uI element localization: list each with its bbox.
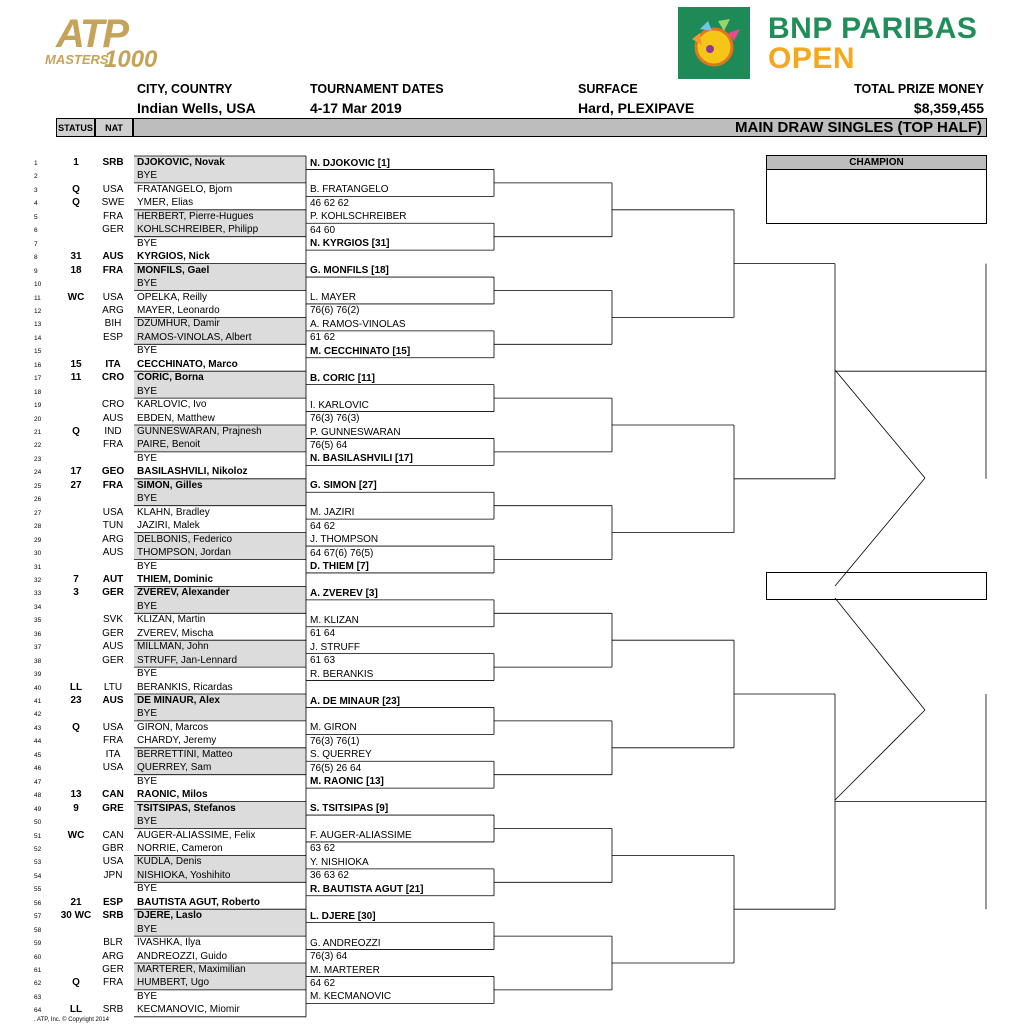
draw-position-number: 53: [34, 859, 42, 867]
player-name: PAIRE, Benoit: [137, 439, 201, 451]
player-nationality: CRO: [101, 372, 125, 384]
round2-winner: M. MARTERER: [310, 964, 380, 976]
round2-score: 76(3) 64: [310, 951, 348, 963]
player-status: 31: [70, 251, 82, 263]
draw-position-number: 40: [34, 684, 42, 692]
player-nationality: AUT: [102, 573, 124, 585]
player-nationality: AUS: [102, 641, 124, 653]
player-status: 7: [73, 573, 79, 585]
player-nationality: ARG: [102, 950, 124, 962]
player-nationality: CAN: [102, 829, 124, 841]
draw-position-number: 31: [34, 563, 42, 571]
player-name: DJOKOVIC, Novak: [137, 157, 225, 168]
round2-score: 64 60: [310, 224, 336, 236]
player-status: Q: [72, 721, 80, 733]
player-status: LL: [69, 681, 83, 693]
round2-winner: M. KECMANOVIC: [310, 991, 392, 1003]
round2-winner: I. KARLOVIC: [310, 399, 369, 411]
player-name: BYE: [137, 600, 158, 612]
player-name: DELBONIS, Federico: [137, 533, 233, 545]
player-nationality: FRA: [102, 479, 124, 491]
round2-score: 64 62: [310, 977, 336, 989]
status-column-header: STATUS: [56, 118, 95, 137]
player-status: 27: [70, 479, 82, 491]
draw-position-number: 10: [34, 281, 42, 289]
semifinal-diagonal: [835, 598, 925, 710]
round2-score: 36 63 62: [310, 870, 349, 882]
round2-winner: F. AUGER-ALIASSIME: [310, 830, 412, 841]
player-name: KOHLSCHREIBER, Philipp: [137, 224, 259, 236]
round2-score: 64 62: [310, 520, 336, 532]
draw-position-number: 37: [34, 644, 42, 652]
player-name: BYE: [137, 668, 158, 680]
draw-position-number: 56: [34, 899, 42, 907]
player-nationality: AUS: [102, 695, 124, 706]
draw-position-number: 19: [34, 402, 42, 410]
draw-position-number: 32: [34, 576, 42, 584]
draw-position-number: 55: [34, 886, 42, 894]
draw-position-number: 13: [34, 321, 42, 329]
draw-position-number: 16: [34, 361, 42, 369]
player-nationality: LTU: [103, 681, 123, 693]
round2-score: 76(5) 64: [310, 439, 348, 451]
round2-score: 61 64: [310, 628, 336, 640]
draw-position-number: 52: [34, 845, 42, 853]
player-nationality: USA: [102, 183, 124, 195]
player-name: TSITSIPAS, Stefanos: [137, 802, 236, 814]
player-nationality: USA: [102, 291, 124, 303]
player-name: CORIC, Borna: [137, 372, 204, 384]
draw-position-number: 42: [34, 711, 42, 719]
round2-winner: A. DE MINAUR [23]: [310, 695, 401, 707]
draw-position-number: 51: [34, 832, 42, 840]
draw-position-number: 14: [34, 334, 42, 342]
draw-position-number: 34: [34, 603, 42, 611]
round2-winner: J. THOMPSON: [310, 534, 379, 546]
draw-position-number: 1: [34, 160, 38, 167]
player-status: Q: [72, 197, 80, 209]
player-nationality: SRB: [102, 910, 124, 922]
player-nationality: CRO: [101, 399, 125, 411]
player-nationality: GER: [102, 627, 124, 639]
round2-winner: S. TSITSIPAS [9]: [310, 803, 389, 815]
player-name: HUMBERT, Ugo: [137, 977, 210, 989]
player-status: Q: [72, 977, 80, 989]
draw-position-number: 63: [34, 993, 42, 1001]
player-name: RAMOS-VINOLAS, Albert: [137, 331, 252, 343]
round2-winner: L. DJERE [30]: [310, 910, 376, 922]
player-nationality: GRE: [102, 802, 124, 814]
player-name: BYE: [137, 452, 158, 464]
player-name: BYE: [137, 883, 158, 895]
draw-position-number: 25: [34, 482, 42, 490]
player-name: AUGER-ALIASSIME, Felix: [137, 829, 256, 841]
player-status: 30 WC: [60, 910, 92, 922]
player-nationality: ESP: [102, 331, 123, 343]
player-name: BAUTISTA AGUT, Roberto: [137, 896, 260, 908]
player-name: ANDREOZZI, Guido: [137, 950, 228, 962]
copyright-footer: , ATP, Inc. © Copyright 2014: [34, 1017, 109, 1023]
dates-value: 4-17 Mar 2019: [310, 100, 402, 116]
player-name: RAONIC, Milos: [137, 789, 208, 801]
round2-score: 76(3) 76(1): [310, 735, 360, 747]
player-name: BYE: [137, 493, 158, 505]
player-name: BYE: [137, 775, 158, 787]
round2-winner: P. KOHLSCHREIBER: [310, 211, 407, 223]
round2-winner: L. MAYER: [310, 292, 356, 303]
draw-position-number: 24: [34, 469, 42, 477]
player-nationality: BLR: [103, 937, 123, 949]
player-name: BYE: [137, 237, 158, 249]
city-label: CITY, COUNTRY: [137, 82, 233, 96]
player-name: KLAHN, Bradley: [137, 506, 210, 518]
player-nationality: ITA: [105, 358, 121, 370]
player-nationality: USA: [102, 762, 124, 774]
player-nationality: BIH: [104, 318, 122, 330]
round2-score: 61 63: [310, 655, 336, 667]
round2-winner: B. FRATANGELO: [310, 184, 389, 196]
round2-winner: N. KYRGIOS [31]: [310, 238, 390, 250]
player-nationality: SWE: [101, 197, 125, 209]
player-nationality: SVK: [102, 614, 123, 626]
player-name: QUERREY, Sam: [137, 762, 212, 774]
player-name: BYE: [137, 923, 158, 935]
player-name: THIEM, Dominic: [137, 573, 214, 585]
player-name: BYE: [137, 345, 158, 357]
final-winner-box: [766, 572, 987, 600]
draw-position-number: 58: [34, 926, 42, 934]
player-name: BYE: [137, 708, 158, 720]
player-name: KLIZAN, Martin: [137, 614, 206, 626]
round2-winner: A. RAMOS-VINOLAS: [310, 318, 406, 330]
draw-position-number: 36: [34, 630, 42, 638]
draw-title: MAIN DRAW SINGLES (TOP HALF): [735, 119, 982, 136]
player-name: OPELKA, Reilly: [137, 291, 208, 303]
player-status: Q: [72, 183, 80, 195]
round2-winner: A. ZVEREV [3]: [310, 587, 378, 599]
player-nationality: AUS: [102, 251, 124, 263]
draw-position-number: 27: [34, 509, 42, 517]
prize-label: TOTAL PRIZE MONEY: [854, 82, 984, 96]
player-name: THOMPSON, Jordan: [137, 547, 231, 559]
draw-position-number: 26: [34, 496, 42, 504]
draw-position-number: 3: [34, 186, 38, 194]
player-name: GIRON, Marcos: [137, 721, 209, 733]
player-nationality: AUS: [102, 547, 124, 559]
player-name: KECMANOVIC, Miomir: [137, 1004, 240, 1016]
draw-position-number: 2: [34, 173, 38, 181]
sponsor-name-line1: BNP PARIBAS: [768, 12, 978, 45]
draw-position-number: 22: [34, 442, 42, 450]
player-status: 11: [70, 372, 82, 384]
draw-position-number: 20: [34, 415, 42, 423]
player-status: WC: [67, 829, 85, 841]
draw-position-number: 29: [34, 536, 42, 544]
player-status: 13: [70, 789, 82, 801]
player-nationality: FRA: [102, 264, 124, 276]
draw-position-number: 30: [34, 550, 42, 558]
semifinal-diagonal: [835, 710, 925, 800]
player-name: YMER, Elias: [137, 197, 194, 209]
round2-score: 61 62: [310, 332, 336, 344]
round2-winner: N. DJOKOVIC [1]: [310, 157, 391, 169]
thousand-logo-text: 1000: [104, 46, 158, 73]
round2-winner: M. RAONIC [13]: [310, 776, 384, 788]
player-nationality: FRA: [103, 735, 123, 747]
player-name: MARTERER, Maximilian: [137, 964, 246, 975]
semifinal-diagonal: [835, 478, 925, 586]
champion-header: CHAMPION: [766, 155, 987, 170]
player-name: MILLMAN, John: [137, 641, 209, 653]
atp-logo-text: ATP: [56, 12, 128, 56]
player-name: BERRETTINI, Matteo: [137, 748, 233, 760]
player-name: SIMON, Gilles: [137, 479, 203, 491]
draw-position-number: 64: [34, 1007, 42, 1015]
player-status: 9: [73, 802, 79, 814]
round2-winner: N. BASILASHVILI [17]: [310, 453, 413, 465]
player-nationality: GER: [102, 587, 124, 599]
round2-winner: M. GIRON: [310, 722, 357, 734]
draw-position-number: 28: [34, 523, 42, 531]
dates-label: TOURNAMENT DATES: [310, 82, 444, 96]
player-name: BERANKIS, Ricardas: [137, 681, 233, 693]
draw-position-number: 45: [34, 751, 42, 759]
round2-winner: D. THIEM [7]: [310, 561, 369, 572]
round2-winner: S. QUERREY: [310, 749, 372, 761]
player-nationality: ESP: [102, 896, 123, 908]
draw-position-number: 15: [34, 348, 42, 356]
player-name: CECCHINATO, Marco: [137, 358, 238, 370]
player-nationality: SRB: [102, 1004, 124, 1016]
draw-position-number: 21: [34, 429, 42, 436]
player-name: NISHIOKA, Yoshihito: [137, 869, 231, 881]
player-nationality: ITA: [105, 748, 121, 760]
player-status: 21: [70, 896, 82, 908]
draw-position-number: 41: [34, 698, 42, 705]
player-status: 1: [73, 157, 79, 168]
draw-position-number: 7: [34, 240, 38, 248]
player-name: GUNNESWARAN, Prajnesh: [137, 426, 262, 437]
round2-winner: M. KLIZAN: [310, 614, 359, 626]
player-name: NORRIE, Cameron: [137, 842, 223, 854]
player-name: KUDLA, Denis: [137, 856, 202, 868]
player-name: ZVEREV, Alexander: [137, 587, 230, 599]
player-nationality: GER: [102, 224, 124, 236]
player-name: KYRGIOS, Nick: [137, 251, 210, 263]
round2-winner: G. SIMON [27]: [310, 480, 377, 492]
round2-winner: M. JAZIRI: [310, 507, 355, 519]
draw-position-number: 4: [34, 200, 38, 208]
round2-score: 76(6) 76(2): [310, 305, 360, 317]
round2-winner: R. BERANKIS: [310, 668, 374, 680]
player-name: DJERE, Laslo: [137, 910, 203, 922]
semifinal-diagonal: [835, 370, 925, 478]
round2-winner: J. STRUFF: [310, 641, 360, 653]
champion-box: [766, 169, 987, 224]
player-name: FRATANGELO, Bjorn: [137, 183, 233, 195]
player-nationality: FRA: [103, 210, 123, 222]
round2-score: 64 67(6) 76(5): [310, 547, 374, 559]
draw-position-number: 60: [34, 953, 42, 961]
draw-position-number: 38: [34, 657, 42, 665]
player-name: BYE: [137, 170, 158, 182]
player-name: JAZIRI, Malek: [137, 520, 200, 532]
player-nationality: GER: [102, 654, 124, 666]
prize-value: $8,359,455: [913, 100, 984, 116]
nat-column-header: NAT: [95, 118, 133, 137]
player-nationality: USA: [102, 721, 124, 733]
draw-position-number: 48: [34, 792, 42, 800]
player-status: 17: [70, 466, 82, 478]
player-name: BYE: [137, 990, 158, 1002]
round2-winner: P. GUNNESWARAN: [310, 426, 401, 438]
round2-score: 63 62: [310, 843, 336, 855]
player-nationality: USA: [102, 856, 124, 868]
player-name: BYE: [137, 278, 158, 290]
player-status: 23: [70, 695, 82, 706]
draw-position-number: 33: [34, 590, 42, 598]
player-status: LL: [69, 1004, 83, 1016]
player-name: CHARDY, Jeremy: [137, 735, 217, 747]
round2-winner: G. ANDREOZZI: [310, 937, 381, 949]
player-nationality: IND: [104, 426, 122, 437]
masters-logo-text: MASTERS: [45, 52, 109, 67]
sponsor-name-line2: OPEN: [768, 42, 856, 75]
player-name: BASILASHVILI, Nikoloz: [137, 466, 248, 478]
player-name: DE MINAUR, Alex: [137, 695, 220, 706]
player-status: 15: [70, 358, 82, 370]
draw-position-number: 50: [34, 819, 42, 827]
city-value: Indian Wells, USA: [137, 100, 256, 116]
draw-position-number: 5: [34, 213, 38, 221]
draw-position-number: 9: [34, 267, 38, 275]
player-name: BYE: [137, 816, 158, 828]
player-nationality: GER: [102, 964, 124, 975]
draw-position-number: 11: [34, 294, 41, 302]
draw-position-number: 6: [34, 227, 38, 235]
round2-winner: G. MONFILS [18]: [310, 265, 389, 277]
draw-position-number: 23: [34, 455, 42, 463]
player-nationality: FRA: [103, 439, 123, 451]
player-name: ZVEREV, Mischa: [137, 627, 214, 639]
player-status: WC: [67, 291, 85, 303]
draw-position-number: 35: [34, 617, 42, 625]
player-nationality: GEO: [101, 466, 125, 478]
draw-position-number: 44: [34, 738, 42, 746]
player-name: BYE: [137, 385, 158, 397]
draw-position-number: 8: [34, 254, 38, 262]
player-status: 3: [73, 587, 79, 599]
round2-winner: B. CORIC [11]: [310, 372, 376, 384]
player-name: IVASHKA, Ilya: [137, 937, 201, 949]
draw-position-number: 62: [34, 980, 42, 988]
draw-position-number: 47: [34, 778, 42, 786]
draw-position-number: 49: [34, 805, 42, 813]
player-nationality: AUS: [102, 412, 124, 424]
player-name: EBDEN, Matthew: [137, 412, 215, 424]
draw-position-number: 54: [34, 872, 42, 880]
player-nationality: ARG: [102, 533, 124, 545]
player-name: DZUMHUR, Damir: [137, 318, 220, 330]
draw-position-number: 17: [34, 375, 42, 383]
player-nationality: CAN: [102, 789, 124, 801]
player-nationality: SRB: [102, 157, 124, 168]
player-nationality: ARG: [102, 304, 124, 316]
round2-score: 76(5) 26 64: [310, 762, 362, 774]
draw-position-number: 57: [34, 913, 42, 921]
round2-score: 46 62 62: [310, 197, 349, 209]
draw-position-number: 61: [34, 967, 42, 974]
draw-position-number: 43: [34, 724, 42, 732]
draw-position-number: 59: [34, 940, 42, 948]
round2-winner: Y. NISHIOKA: [310, 856, 369, 868]
draw-position-number: 46: [34, 765, 42, 773]
player-name: HERBERT, Pierre-Hugues: [137, 210, 254, 222]
player-nationality: TUN: [102, 520, 124, 532]
player-name: BYE: [137, 560, 158, 572]
draw-position-number: 18: [34, 388, 42, 396]
round2-winner: M. CECCHINATO [15]: [310, 345, 411, 357]
player-nationality: GBR: [102, 842, 124, 854]
player-name: KARLOVIC, Ivo: [137, 399, 207, 411]
player-nationality: USA: [102, 506, 124, 518]
player-name: MONFILS, Gael: [137, 264, 210, 276]
player-name: MAYER, Leonardo: [137, 304, 220, 316]
player-status: 18: [70, 264, 82, 276]
player-nationality: FRA: [103, 977, 123, 989]
player-name: STRUFF, Jan-Lennard: [137, 654, 238, 666]
round2-winner: R. BAUTISTA AGUT [21]: [310, 883, 424, 895]
draw-position-number: 12: [34, 307, 42, 315]
player-nationality: JPN: [103, 869, 123, 881]
draw-position-number: 39: [34, 671, 42, 679]
player-status: Q: [72, 426, 80, 437]
surface-label: SURFACE: [578, 82, 638, 96]
round2-score: 76(3) 76(3): [310, 413, 360, 425]
surface-value: Hard, PLEXIPAVE: [578, 100, 695, 116]
